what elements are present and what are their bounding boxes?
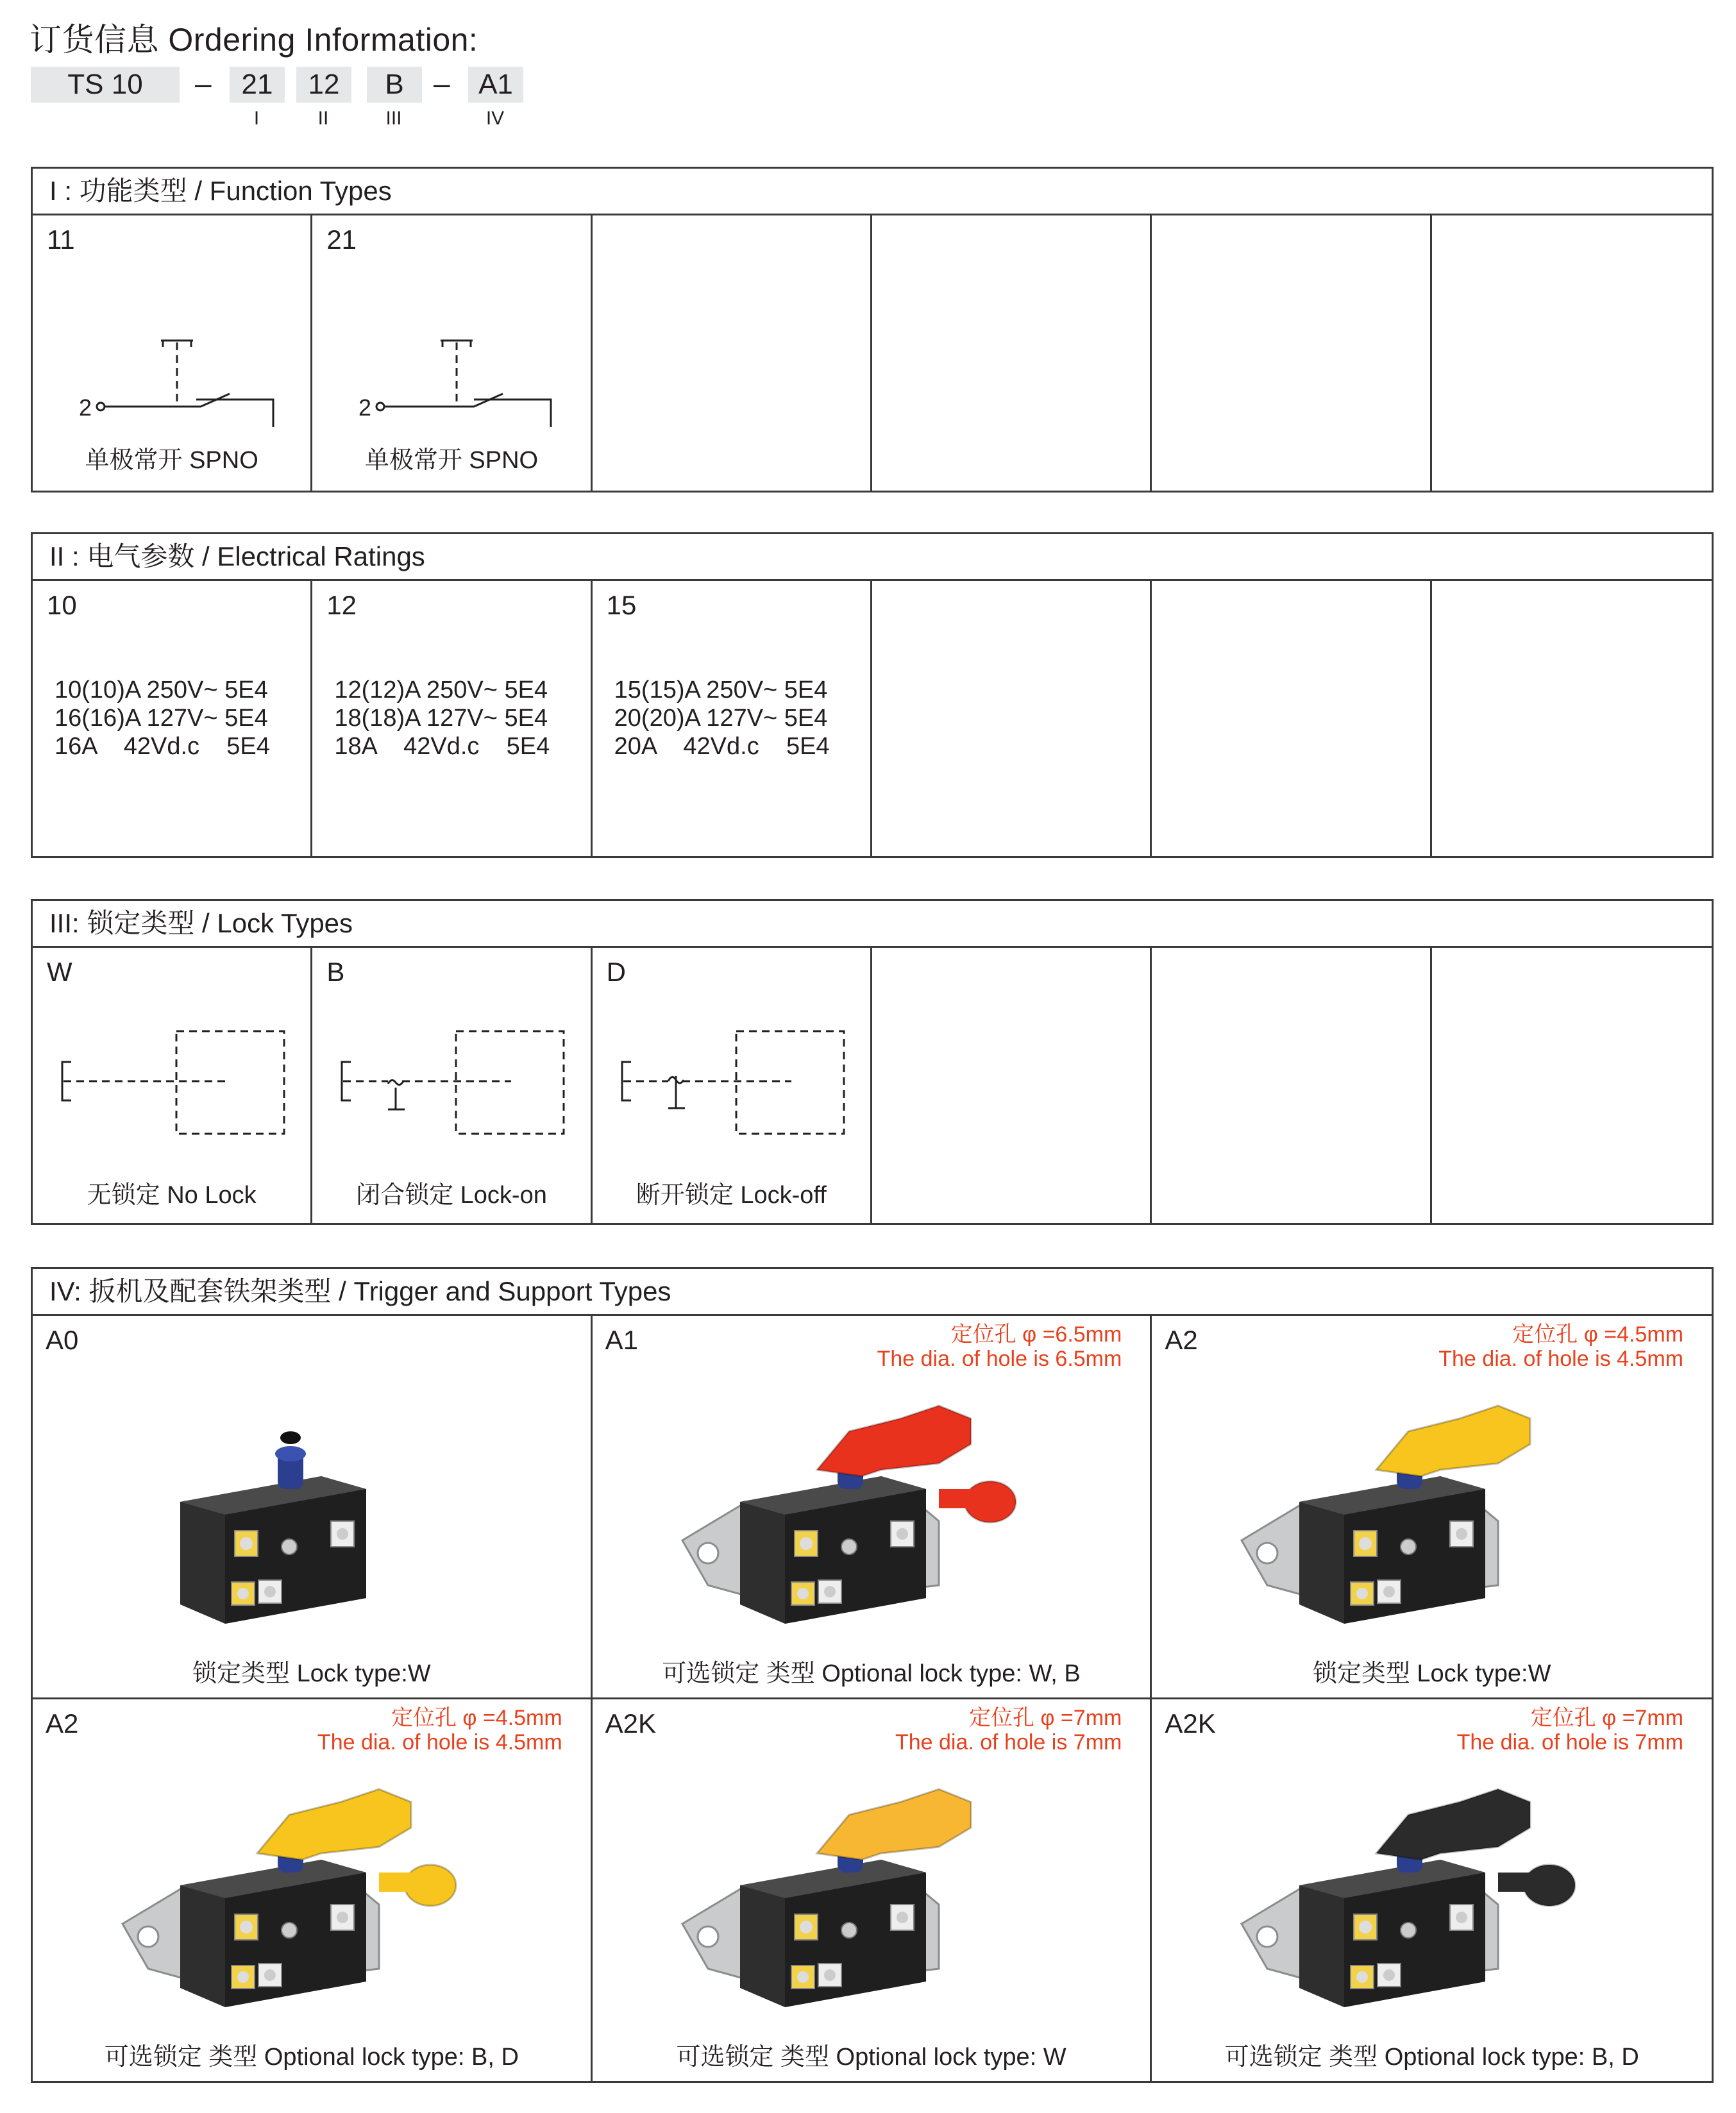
code-trigger: A1 bbox=[468, 67, 523, 103]
hole-note-en: The dia. of hole is 4.5mm bbox=[1438, 1347, 1683, 1371]
function-cell-21 bbox=[312, 215, 592, 492]
lock-cell-w bbox=[33, 948, 312, 1225]
empty-cell bbox=[1152, 948, 1431, 1225]
hole-note-cn: 定位孔 φ =7mm bbox=[1530, 1706, 1683, 1730]
cell-code: A0 bbox=[46, 1325, 79, 1355]
cell-caption: 单极常开 SPNO bbox=[85, 447, 258, 474]
empty-cell bbox=[872, 948, 1152, 1225]
empty-cell bbox=[1432, 215, 1712, 492]
code-function: 21 bbox=[230, 67, 285, 103]
cell-code: A2 bbox=[46, 1708, 79, 1738]
empty-cell bbox=[1152, 581, 1431, 858]
spno-schematic-icon bbox=[33, 273, 311, 427]
function-cell-11 bbox=[33, 215, 312, 492]
empty-cell bbox=[1432, 948, 1712, 1225]
lock-types-section bbox=[31, 899, 1714, 1225]
hole-note-en: The dia. of hole is 7mm bbox=[895, 1730, 1122, 1755]
svg-text:2: 2 bbox=[79, 394, 92, 421]
cell-caption: 可选锁定 类型 Optional lock type: W bbox=[676, 2044, 1066, 2071]
trigger-cell-a2 bbox=[1152, 1316, 1712, 1697]
cell-caption: 断开锁定 Lock-off bbox=[636, 1182, 827, 1209]
trigger-cell-a0 bbox=[33, 1316, 593, 1697]
hole-note-cn: 定位孔 φ =4.5mm bbox=[391, 1706, 562, 1730]
code-series: TS 10 bbox=[31, 67, 180, 103]
section-heading: III: 锁定类型 / Lock Types bbox=[33, 901, 1712, 948]
trigger-types-section bbox=[31, 1267, 1714, 2083]
cell-code: 21 bbox=[326, 224, 357, 255]
hole-note bbox=[1457, 1706, 1683, 1755]
empty-cell bbox=[593, 215, 872, 492]
hole-note bbox=[877, 1322, 1122, 1371]
hole-note bbox=[1438, 1322, 1683, 1371]
rating-values: 15(15)A 250V~ 5E4 20(20)A 127V~ 5E4 20A 42Vd.c 5E4 bbox=[614, 677, 830, 760]
lock-cell-d bbox=[593, 948, 872, 1225]
cell-code: 12 bbox=[326, 590, 357, 620]
rating-cell-10 bbox=[33, 581, 312, 858]
no-lock-diagram-icon bbox=[33, 1012, 311, 1153]
switch-illustration-icon bbox=[670, 1393, 1080, 1649]
dash-2: – bbox=[434, 67, 450, 100]
roman-2: II bbox=[317, 108, 329, 129]
hole-note bbox=[317, 1706, 562, 1755]
trigger-cell-a2k bbox=[593, 1699, 1152, 2081]
cell-code: A2K bbox=[1165, 1708, 1216, 1738]
empty-cell bbox=[1152, 215, 1431, 492]
section-heading: IV: 扳机及配套铁架类型 / Trigger and Support Types bbox=[33, 1269, 1712, 1316]
code-rating: 12 bbox=[296, 67, 351, 103]
cell-caption: 可选锁定 类型 Optional lock type: B, D bbox=[1224, 2044, 1639, 2071]
lock-on-diagram-icon bbox=[312, 1012, 591, 1153]
switch-illustration-icon bbox=[1229, 1393, 1639, 1649]
lock-cell-b bbox=[312, 948, 592, 1225]
switch-illustration-icon bbox=[670, 1776, 1080, 2033]
cell-caption: 无锁定 No Lock bbox=[87, 1182, 257, 1209]
rating-cell-15 bbox=[593, 581, 872, 858]
hole-note-en: The dia. of hole is 6.5mm bbox=[877, 1347, 1122, 1371]
switch-illustration-icon bbox=[110, 1393, 520, 1649]
trigger-cell-a1 bbox=[593, 1316, 1152, 1697]
rating-values: 12(12)A 250V~ 5E4 18(18)A 127V~ 5E4 18A 42Vd.c 5E4 bbox=[334, 677, 550, 760]
page-title: 订货信息 Ordering Information: bbox=[29, 22, 478, 58]
hole-note-cn: 定位孔 φ =7mm bbox=[968, 1706, 1122, 1730]
cell-code: 15 bbox=[606, 590, 637, 620]
hole-note-cn: 定位孔 φ =6.5mm bbox=[950, 1322, 1122, 1347]
cell-caption: 锁定类型 Lock type:W bbox=[192, 1660, 431, 1687]
cell-code: A2 bbox=[1165, 1325, 1198, 1355]
cell-caption: 单极常开 SPNO bbox=[364, 447, 539, 474]
roman-1: I bbox=[253, 108, 260, 129]
empty-cell bbox=[1432, 581, 1712, 858]
trigger-cell-a2k bbox=[1152, 1699, 1712, 2081]
cell-caption: 闭合锁定 Lock-on bbox=[356, 1182, 547, 1209]
cell-caption: 可选锁定 类型 Optional lock type: W, B bbox=[662, 1660, 1081, 1687]
cell-code: B bbox=[326, 957, 345, 987]
hole-note-cn: 定位孔 φ =4.5mm bbox=[1512, 1322, 1683, 1347]
cell-code: A1 bbox=[605, 1325, 639, 1355]
switch-illustration-icon bbox=[1229, 1776, 1639, 2033]
svg-text:2: 2 bbox=[358, 394, 372, 421]
cell-caption: 可选锁定 类型 Optional lock type: B, D bbox=[104, 2044, 519, 2071]
roman-4: IV bbox=[485, 108, 505, 129]
hole-note-en: The dia. of hole is 7mm bbox=[1456, 1730, 1683, 1755]
roman-3: III bbox=[385, 108, 402, 129]
lock-off-diagram-icon bbox=[593, 1012, 871, 1153]
electrical-ratings-section bbox=[31, 532, 1714, 858]
switch-illustration-icon bbox=[110, 1776, 520, 2033]
hole-note-en: The dia. of hole is 4.5mm bbox=[317, 1730, 562, 1755]
product-row bbox=[33, 1316, 1712, 1697]
code-lock: B bbox=[367, 67, 422, 103]
function-types-section bbox=[31, 167, 1714, 492]
dash-1: – bbox=[195, 67, 212, 100]
cell-caption: 锁定类型 Lock type:W bbox=[1312, 1660, 1551, 1687]
spno-schematic-icon bbox=[312, 273, 591, 427]
empty-cell bbox=[872, 215, 1152, 492]
section-heading: I : 功能类型 / Function Types bbox=[33, 169, 1712, 215]
rating-cell-12 bbox=[312, 581, 592, 858]
trigger-cell-a2 bbox=[33, 1699, 593, 2081]
empty-cell bbox=[872, 581, 1152, 858]
cell-code: 11 bbox=[47, 224, 75, 255]
cell-code: D bbox=[606, 957, 626, 987]
hole-note bbox=[895, 1706, 1122, 1755]
cell-code: 10 bbox=[47, 590, 77, 620]
product-row bbox=[33, 1697, 1712, 2081]
cell-code: W bbox=[47, 957, 72, 987]
rating-values: 10(10)A 250V~ 5E4 16(16)A 127V~ 5E4 16A 42Vd.c 5E4 bbox=[55, 677, 270, 760]
section-heading: II : 电气参数 / Electrical Ratings bbox=[33, 534, 1712, 581]
cell-code: A2K bbox=[605, 1708, 657, 1738]
